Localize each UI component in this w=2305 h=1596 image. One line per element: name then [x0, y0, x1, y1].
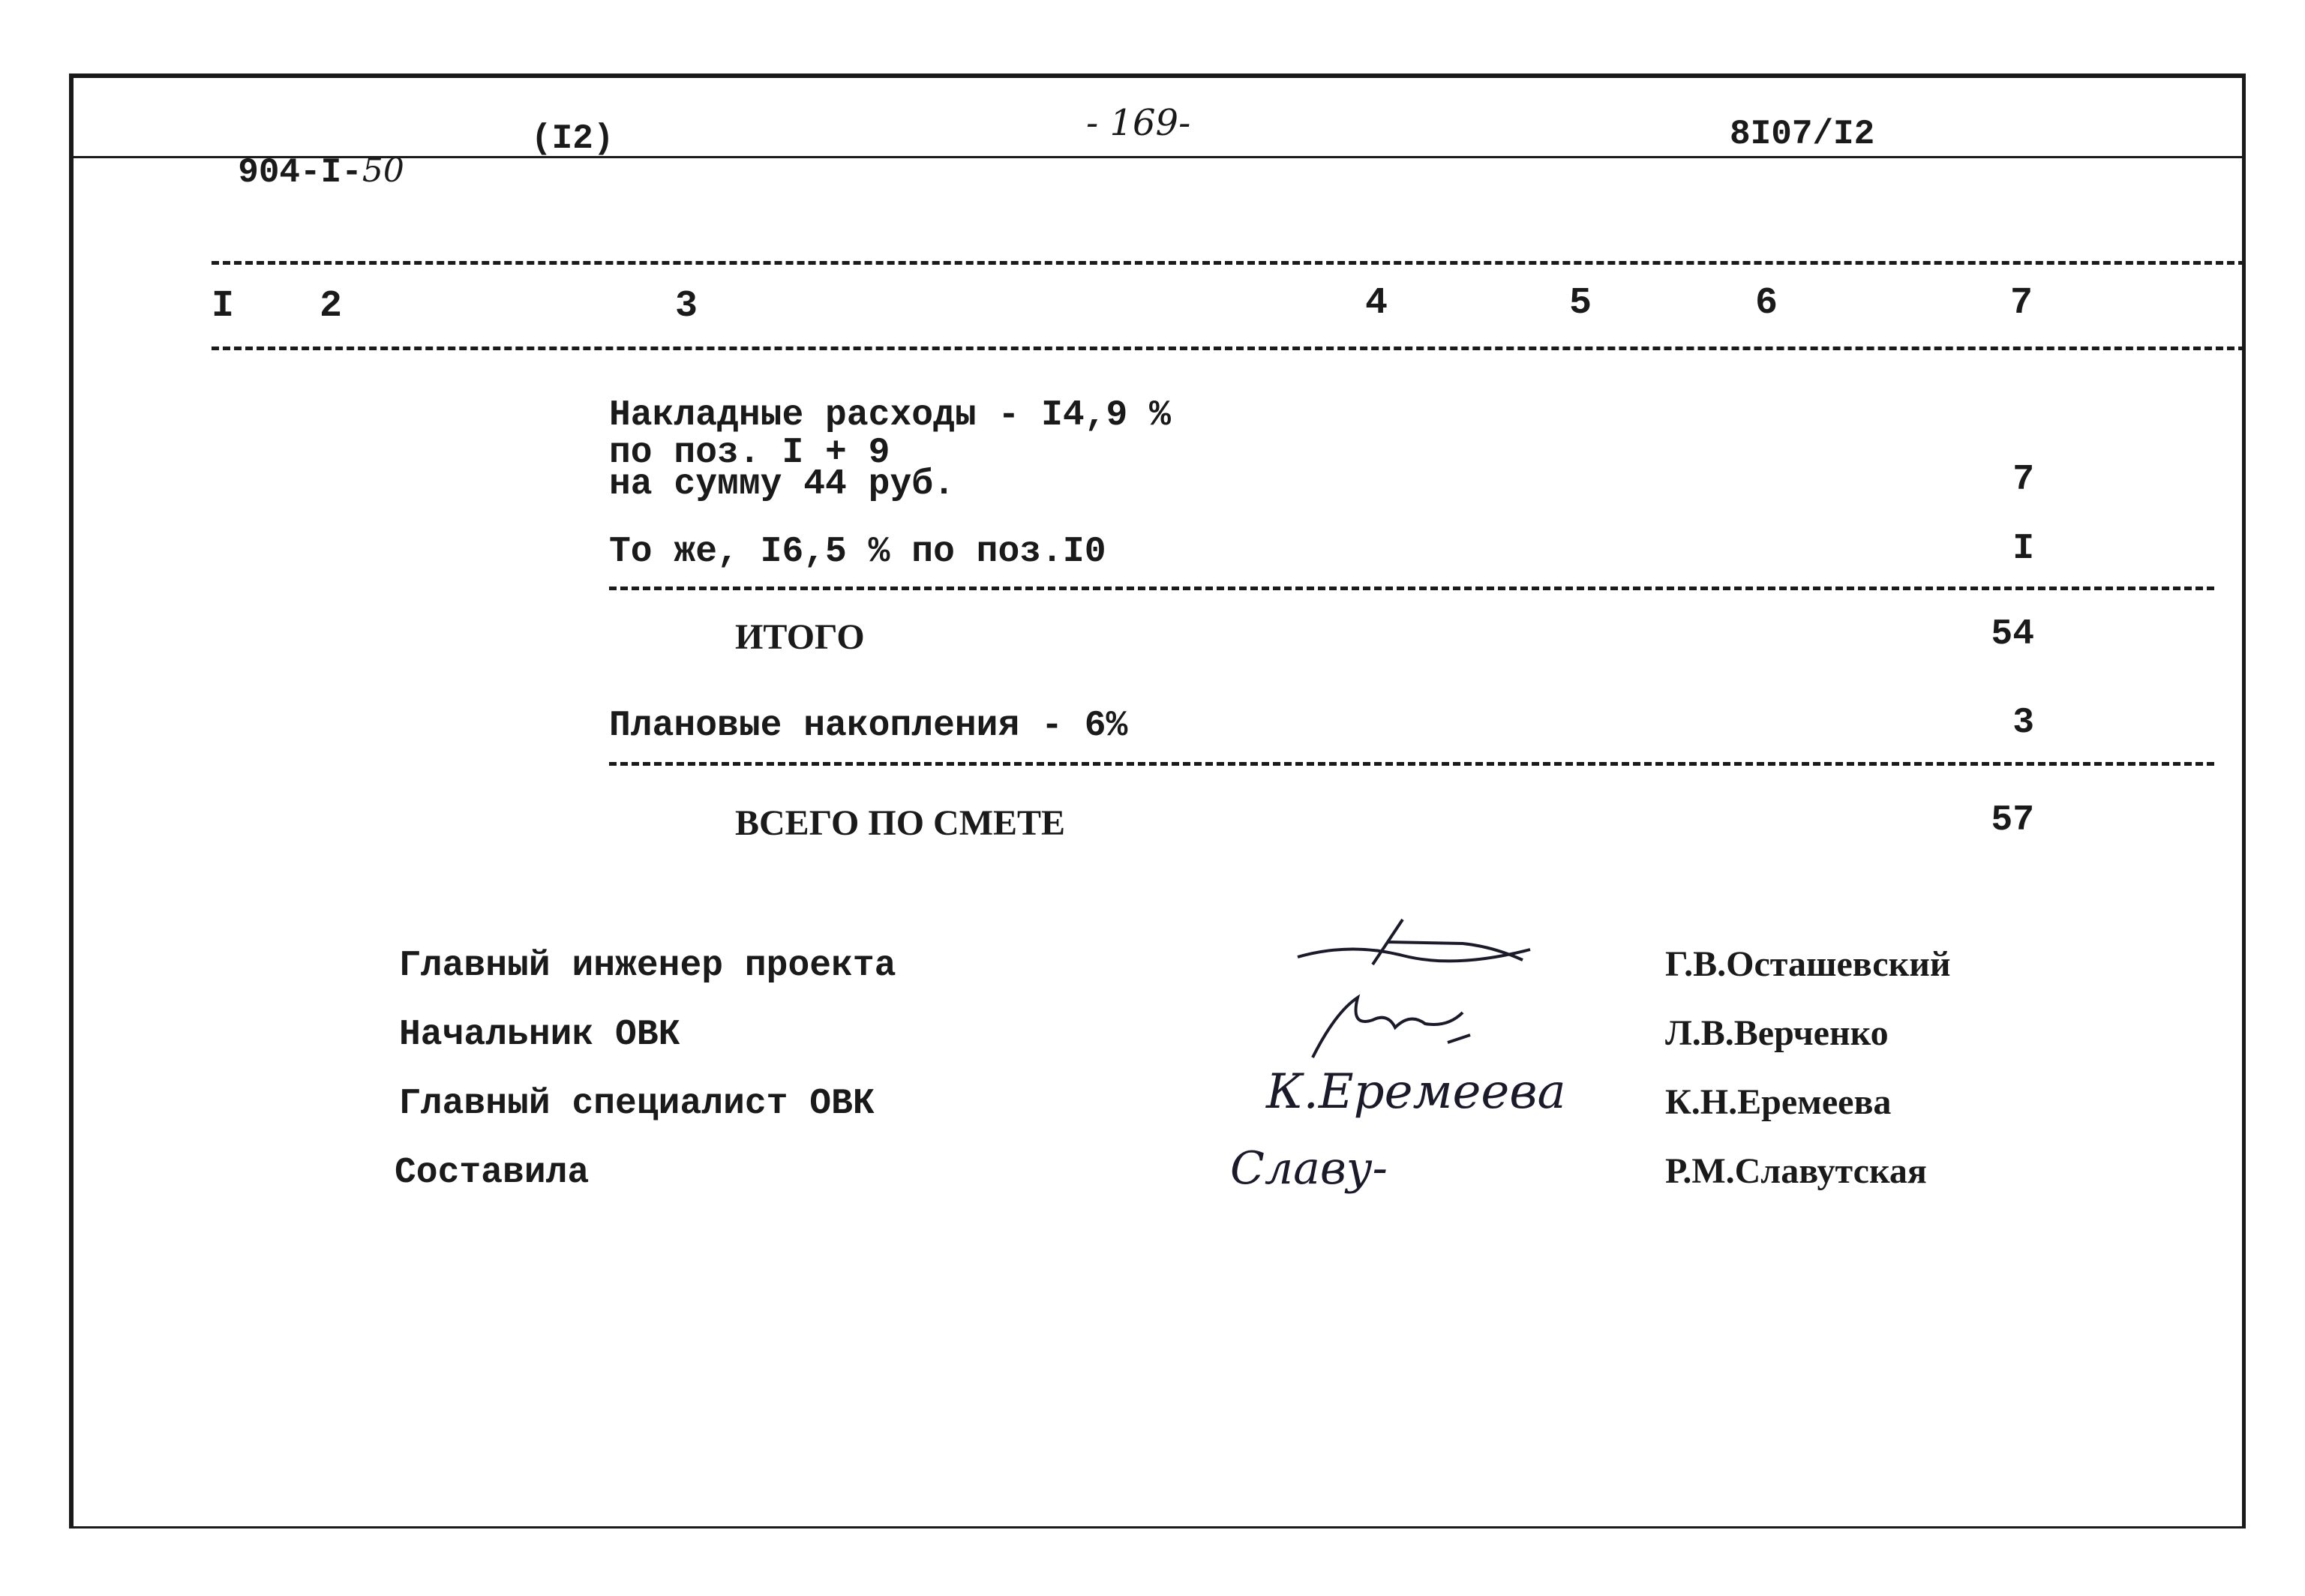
signatory-role-4: Составила [395, 1153, 590, 1193]
same-overhead-value: I [2012, 529, 2034, 569]
signatory-name-4: Р.М.Славутская [1665, 1151, 1927, 1191]
column-6-number: 6 [1755, 282, 1778, 325]
doc-code [197, 120, 404, 190]
signature-3: К.Еремеева [1266, 1064, 1566, 1120]
planned-savings-label: Плановые накопления - 6% [609, 706, 1128, 746]
subtotal-value: 54 [1991, 614, 2034, 655]
subtotal-rule [609, 586, 2214, 590]
signatory-name-2: Л.В.Верченко [1665, 1013, 1889, 1053]
grand-total-label: ВСЕГО ПО СМЕТЕ [735, 803, 1066, 843]
signature-2-stroke [1305, 982, 1485, 1065]
column-3-number: 3 [675, 285, 698, 328]
subtotal-label: ИТОГО [735, 617, 865, 657]
sheet-code: 8I07/I2 [1730, 115, 1875, 154]
column-5-number: 5 [1569, 282, 1592, 325]
column-7-number: 7 [2010, 282, 2033, 325]
signature-1-stroke [1290, 912, 1545, 980]
overhead-line-3: на сумму 44 руб. [609, 464, 955, 505]
grand-total-value: 57 [1991, 800, 2034, 841]
overhead-line-1: Накладные расходы - I4,9 % [609, 395, 1171, 436]
signatory-role-2: Начальник ОВК [399, 1015, 680, 1055]
column-4-number: 4 [1365, 282, 1388, 325]
part-number: (I2) [531, 119, 614, 158]
column-header-top-rule [212, 261, 2246, 265]
column-header-bottom-rule [212, 346, 2246, 350]
signatory-name-3: К.Н.Еремеева [1665, 1082, 1892, 1122]
doc-code-handwritten: 50 [362, 152, 404, 190]
signatory-role-3: Главный специалист ОВК [399, 1084, 875, 1124]
planned-savings-value: 3 [2012, 703, 2034, 743]
same-overhead-label: То же, I6,5 % по поз.I0 [609, 532, 1106, 572]
doc-code-prefix: 904-I- [238, 153, 362, 192]
signatory-role-1: Главный инженер проекта [399, 946, 896, 986]
signatory-name-1: Г.В.Осташевский [1665, 944, 1951, 984]
signature-2 [1305, 982, 1313, 1006]
overhead-line-2: по поз. I + 9 [609, 433, 890, 473]
overhead-value: 7 [2012, 460, 2034, 500]
page-frame [69, 74, 2246, 1528]
column-2-number: 2 [320, 285, 343, 328]
page-number: - 169- [1086, 102, 1191, 144]
grand-total-rule [609, 762, 2214, 766]
signature-4: Славу- [1230, 1142, 1388, 1195]
column-1-number: I [212, 285, 235, 328]
